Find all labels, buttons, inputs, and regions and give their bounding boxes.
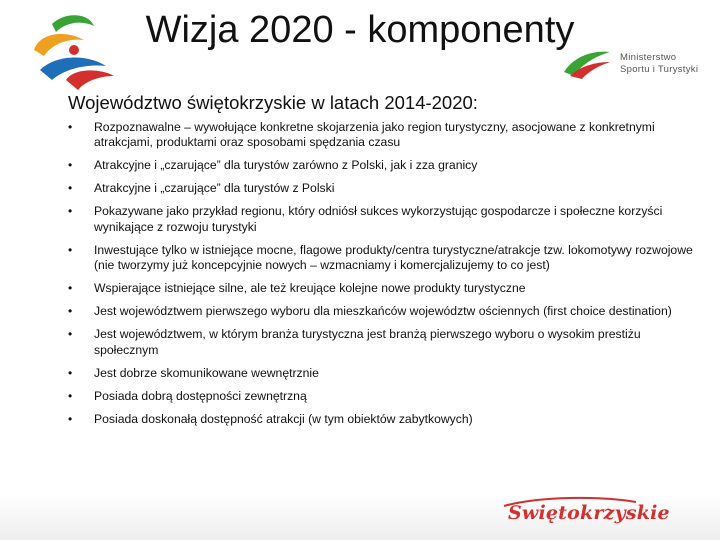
bullet-item [62, 120, 702, 151]
bullet-text: Inwestujące tylko w istniejące mocne, flagowe produkty/centra turystyczne/atrakcje tzw. lokomotywy rozwojowe (nie tworzymy już koncepcyjnie nowych – wzmacniamy i komercjalizujemy to co jest) [94, 242, 693, 273]
slide-footer [0, 494, 720, 540]
bullet-text: Wspierające istniejące silne, ale też kreujące kolejne nowe produkty turystyczne [94, 281, 526, 296]
ministry-logo [560, 44, 720, 84]
ministry-name [620, 52, 720, 76]
bullet-item [62, 281, 702, 296]
bullet-item [62, 389, 702, 404]
bullet-text: Posiada doskonałą dostępność atrakcji (w tym obiektów zabytkowych) [94, 411, 473, 426]
footer-region-logo: Świętokrzyskie [508, 502, 670, 524]
bullet-item [62, 204, 702, 235]
bullet-item [62, 412, 702, 427]
bullet-dot: • [68, 411, 73, 426]
bullet-text: Rozpoznawalne – wywołujące konkretne skojarzenia jako region turystyczny, asocjowane z konkretnymi atrakcjami, produktami oraz sposobami spędzania czasu [94, 120, 655, 150]
ministry-name-line1: Ministerstwo [620, 52, 677, 63]
bullet-text: Jest województwem, w którym branża turystyczna jest branżą pierwszego wyboru o wysokim prestiżu społecznym [94, 327, 641, 357]
bullet-dot: • [68, 304, 73, 319]
bullet-dot: • [68, 365, 73, 380]
bullet-dot: • [68, 242, 73, 257]
bullet-dot: • [68, 327, 73, 342]
bullet-item [62, 304, 702, 319]
ministry-name-line2: Sportu i Turystyki [620, 64, 699, 75]
slide-subtitle: Województwo świętokrzyskie w latach 2014-2020: [68, 92, 478, 113]
bullet-item [62, 181, 702, 196]
bullet-text: Atrakcyjne i „czarujące” dla turystów zarówno z Polski, jak i zza granicy [94, 158, 478, 173]
bullet-dot: • [68, 388, 73, 403]
bullet-dot: • [68, 281, 73, 296]
bullet-text: Jest dobrze skomunikowane wewnętrznie [94, 365, 319, 380]
bullet-text: Jest województwem pierwszego wyboru dla mieszkańców województw ościennych (first choice destination) [94, 304, 672, 319]
bullet-dot: • [68, 120, 73, 134]
bullet-text: Posiada dobrą dostępności zewnętrzną [94, 388, 307, 403]
bullet-item [62, 366, 702, 381]
bullet-item [62, 327, 702, 358]
bullet-text: Atrakcyjne i „czarujące” dla turystów z Polski [94, 181, 335, 196]
bullet-list [62, 120, 702, 435]
bullet-dot: • [68, 158, 73, 173]
slide-title: Wizja 2020 - komponenty [145, 9, 575, 51]
bullet-text: Pokazywane jako przykład regionu, który odniósł sukces wykorzystując gospodarcze i społeczne korzyści wynikające z rozwoju turystyki [94, 204, 663, 234]
bullet-item [62, 158, 702, 173]
bullet-item [62, 243, 702, 274]
bullet-dot: • [68, 204, 73, 219]
bullet-dot: • [68, 181, 73, 196]
ministry-swoosh-icon [560, 46, 614, 80]
